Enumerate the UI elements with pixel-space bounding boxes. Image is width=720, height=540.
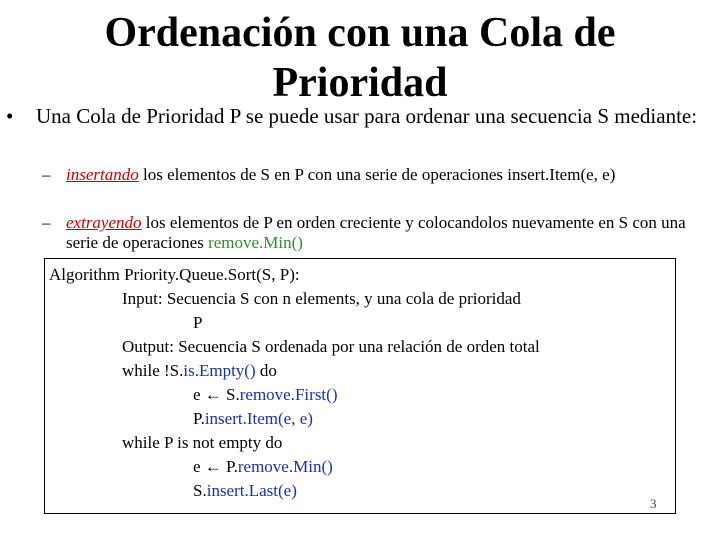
operation-insert-item: insert.Item(e, e)	[507, 165, 616, 184]
operation-remove-min: remove.Min()	[208, 233, 303, 252]
sub-item-body: los elementos de P en orden creciente y colocandolos nuevamente en S con una serie de operaciones	[66, 213, 686, 252]
sub-item-text	[66, 165, 702, 185]
bullet-text: Una Cola de Prioridad P se puede usar para ordenar una secuencia S mediante:	[36, 104, 698, 128]
slide-number: 3	[650, 496, 657, 511]
method-insert-last: insert.Last(e)	[206, 481, 297, 500]
sub-item-extract	[42, 213, 702, 253]
slide-title: Ordenación con una Cola de Prioridad	[104, 10, 616, 106]
sub-item-insert	[42, 165, 702, 185]
keyword-extrayendo: extrayendo	[66, 213, 142, 232]
algorithm-box	[44, 258, 676, 514]
method-remove-min: remove.Min()	[237, 457, 333, 476]
algorithm-header: Algorithm Priority.Queue.Sort(S, P):	[49, 265, 300, 284]
keyword-insertando: insertando	[66, 165, 139, 184]
algorithm-input-cont: P	[193, 313, 203, 332]
statement-remove-first	[193, 383, 337, 407]
algorithm-input: Input: Secuencia S con n elements, y una cola de prioridad	[122, 289, 521, 308]
sub-item-text	[66, 213, 702, 253]
stmt-prefix: e ← S.	[193, 385, 240, 404]
sub-item-body: los elementos de S en P con una serie de operaciones	[138, 165, 508, 184]
stmt-prefix: P.	[193, 409, 205, 428]
method-remove-first: remove.First()	[239, 385, 338, 404]
statement-insert-item	[193, 407, 313, 431]
dash-marker: –	[42, 165, 51, 184]
algorithm-output: Output: Secuencia S ordenada por una relación de orden total	[122, 337, 540, 356]
main-bullet	[6, 104, 706, 128]
while-loop-1	[122, 359, 277, 383]
statement-insert-last	[193, 479, 297, 503]
method-insert-item: insert.Item(e, e)	[204, 409, 313, 428]
bullet-marker: •	[6, 104, 14, 128]
while-loop-2: while P is not empty do	[122, 433, 283, 452]
dash-marker: –	[42, 213, 51, 232]
stmt-prefix: S.	[193, 481, 207, 500]
method-is-empty: is.Empty()	[183, 361, 256, 380]
stmt-prefix: e ← P.	[193, 457, 238, 476]
statement-remove-min	[193, 455, 333, 479]
while-suffix: do	[255, 361, 277, 380]
while-prefix: while !S.	[122, 361, 184, 380]
